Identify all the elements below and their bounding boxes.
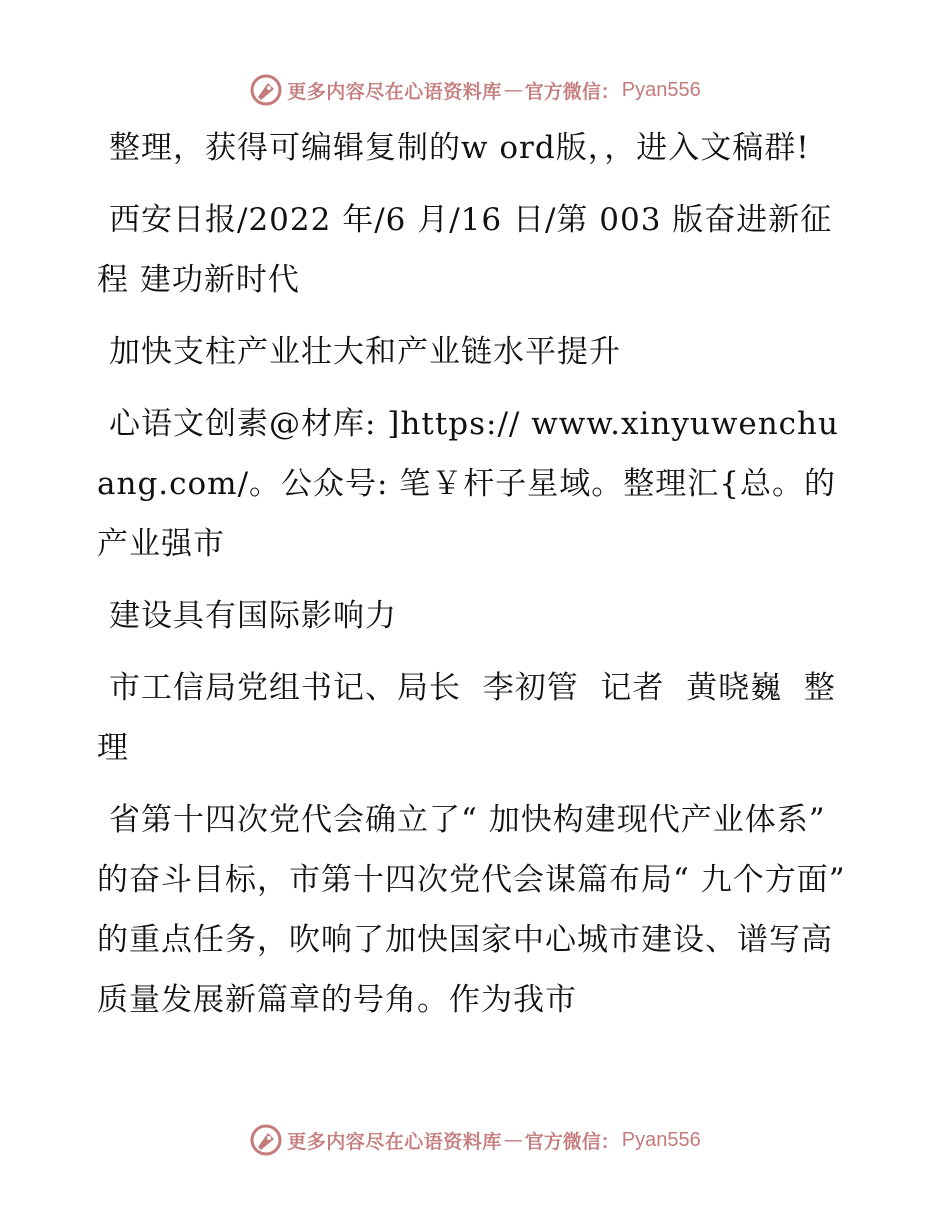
- paragraph-byline: 市工信局党组书记、局长 李初管 记者 黄晓巍 整理: [97, 670, 836, 766]
- banner-wechat-id: Pyan556: [621, 78, 701, 101]
- paragraph-source: 西安日报/2022 年/6 月/16 日/第 003 版奋进新征程 建功新时代: [97, 202, 833, 298]
- document-body: [97, 118, 857, 1042]
- header-watermark-banner: [0, 70, 950, 110]
- footer-watermark-banner: [0, 1120, 950, 1160]
- banner-wechat-id: Pyan556: [621, 1128, 701, 1151]
- banner-dash: —: [503, 1129, 523, 1151]
- paragraph-watermark-source: 心语文创素@材库: ]https:// www.xinyuwenchuang.com/。公众号: 笔￥杆子星域。整理汇{总。的产业强市: [97, 406, 839, 562]
- banner-slogan: 更多内容尽在心语资料库: [287, 80, 502, 103]
- banner-slogan: 更多内容尽在心语资料库: [287, 1130, 502, 1153]
- paragraph-subheadline: 建设具有国际影响力: [109, 598, 397, 634]
- pen-nib-logo-icon: [249, 73, 283, 107]
- banner-dash: —: [503, 79, 523, 101]
- banner-wechat-label: 官方微信：: [524, 1130, 620, 1153]
- paragraph-headline: 加快支柱产业壮大和产业链水平提升: [109, 334, 621, 370]
- paragraph-body: 省第十四次党代会确立了“ 加快构建现代产业体系” 的奋斗目标，市第十四次党代会谋篇布局“ 九个方面” 的重点任务，吹响了加快国家中心城市建设、谱写高质量发展新篇章的号角。作为我市: [97, 802, 857, 1018]
- paragraph-intro: 整理，获得可编辑复制的w ord版，，进入文稿群!: [109, 130, 810, 166]
- pen-nib-logo-icon: [249, 1123, 283, 1157]
- banner-wechat-label: 官方微信：: [524, 80, 620, 103]
